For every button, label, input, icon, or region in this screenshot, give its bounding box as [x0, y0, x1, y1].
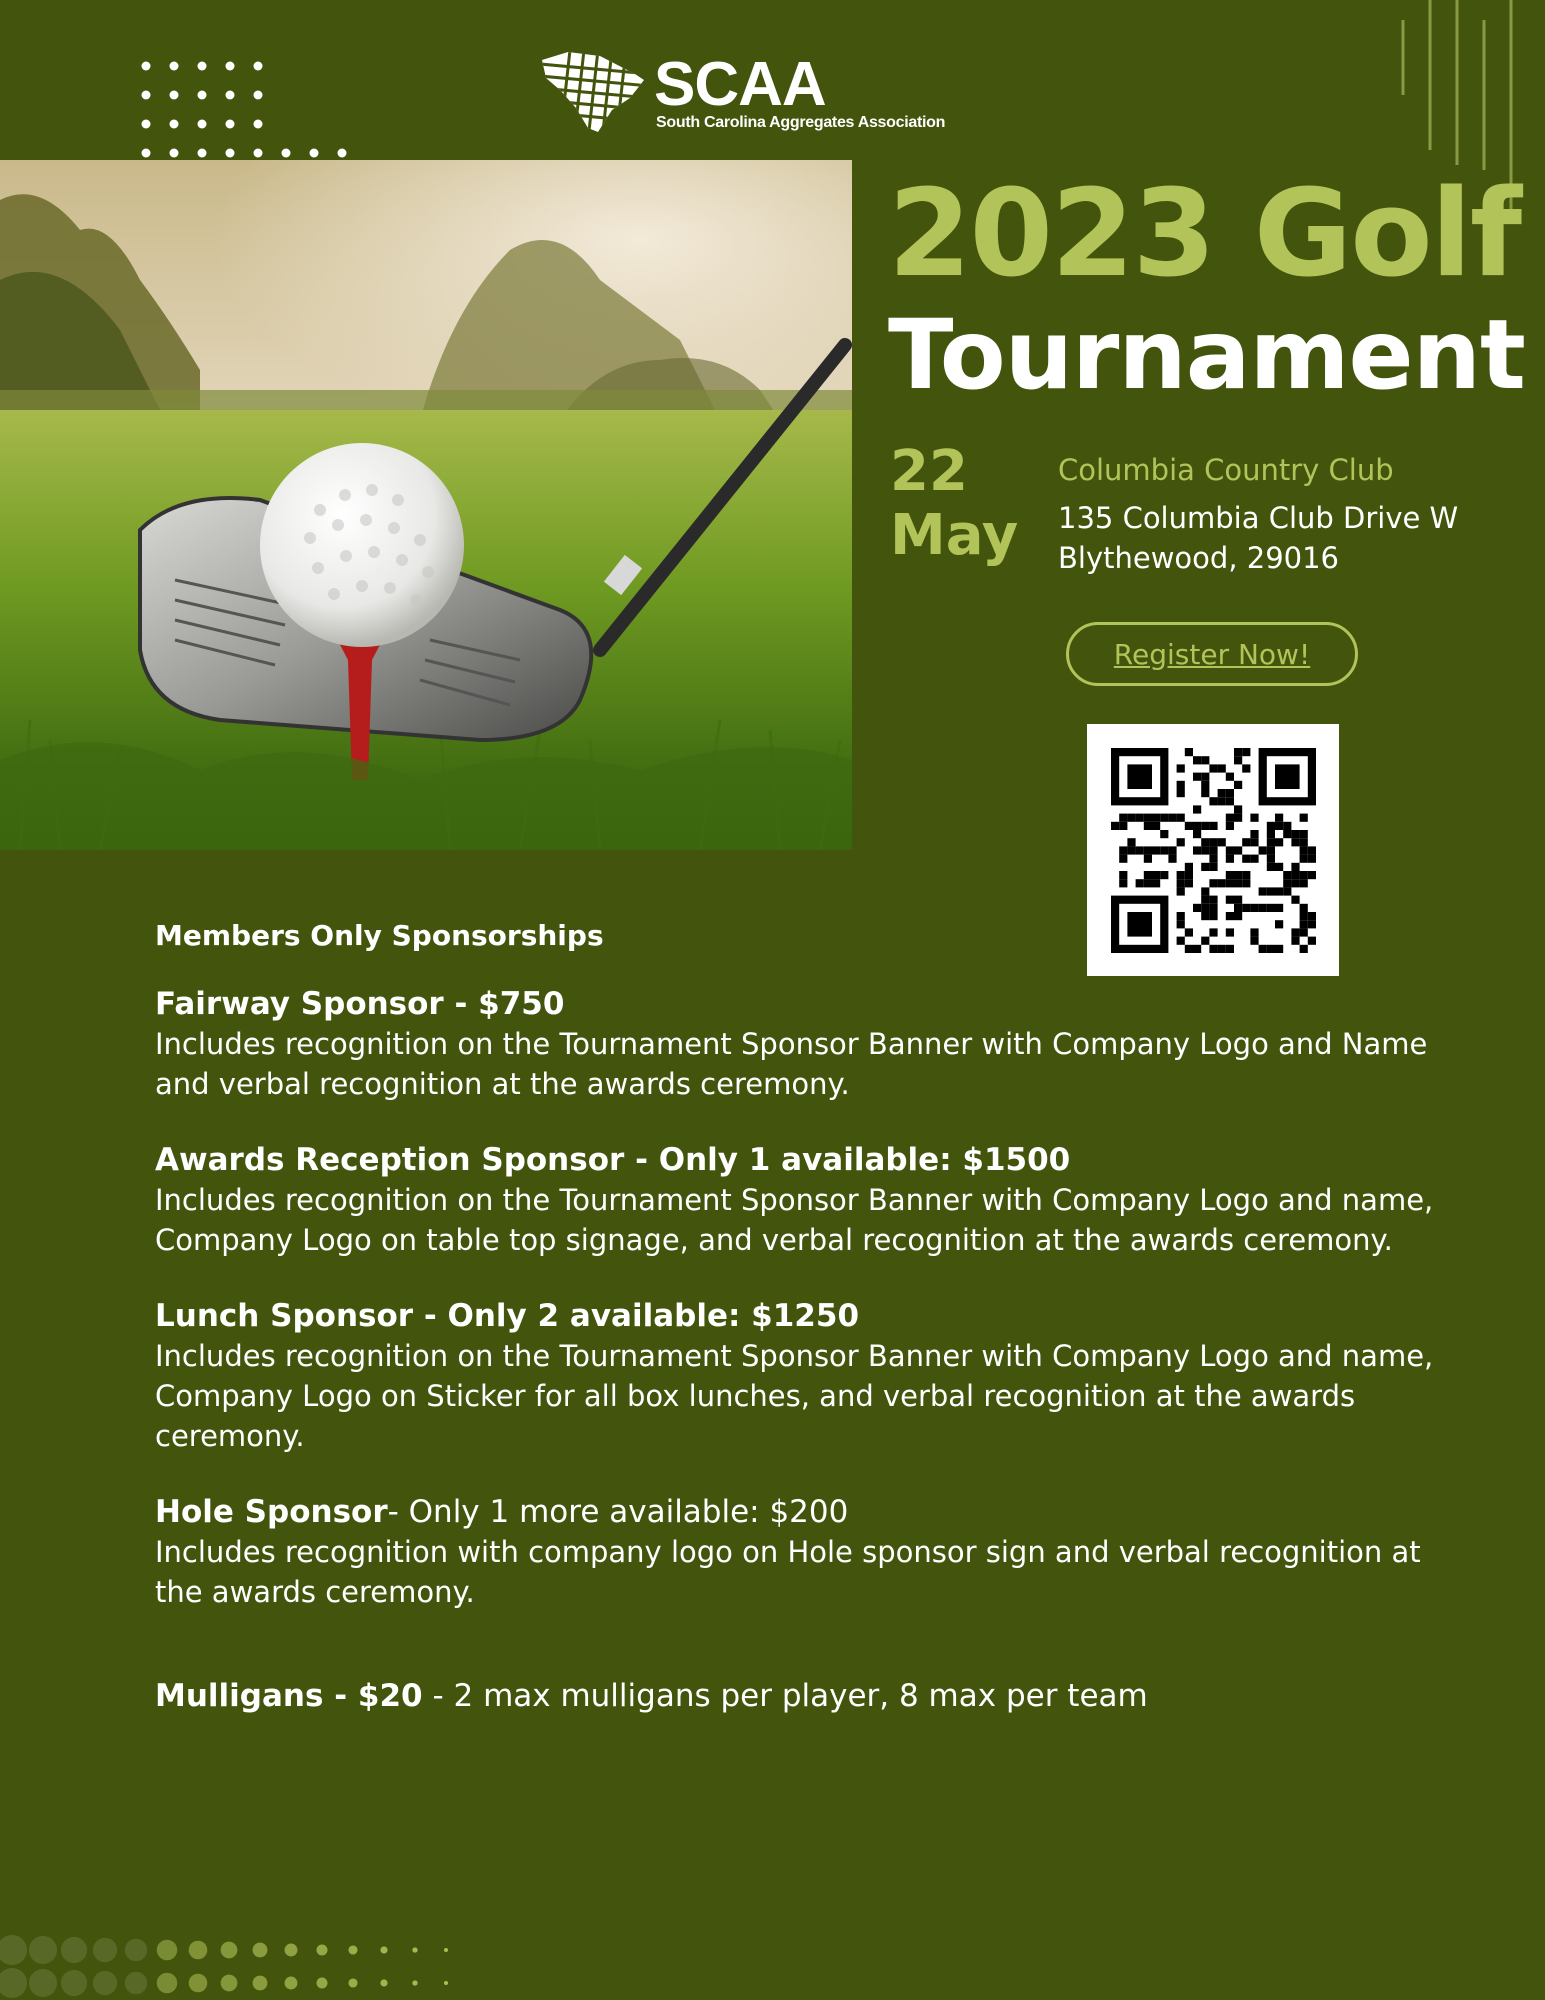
event-date-month: May — [890, 503, 1019, 568]
sponsor-item-title: Awards Reception Sponsor - Only 1 available: $1500 — [155, 1142, 1071, 1178]
logo-subtitle: South Carolina Aggregates Association — [656, 114, 946, 131]
sponsor-item-awards-reception — [155, 1140, 1445, 1260]
sponsor-item-description: Includes recognition on the Tournament Sponsor Banner with Company Logo and Name and verbal recognition at the awards ceremony. — [155, 1027, 1428, 1101]
sponsor-item-description: Includes recognition on the Tournament Sponsor Banner with Company Logo and name, Company Logo on Sticker for all box lunches, and verbal recognition at the awards ceremony. — [155, 1339, 1434, 1453]
venue-name: Columbia Country Club — [1058, 453, 1394, 487]
sponsor-item-lunch — [155, 1296, 1445, 1456]
event-title-year: 2023 Golf — [888, 165, 1521, 304]
sponsor-item-title: Hole Sponsor — [155, 1494, 388, 1530]
mulligans-detail: - 2 max mulligans per player, 8 max per team — [422, 1678, 1148, 1714]
sponsor-item-hole — [155, 1492, 1445, 1612]
venue-address-line1: 135 Columbia Club Drive W — [1058, 501, 1459, 535]
logo-wordmark: SCAA — [654, 50, 826, 119]
sponsor-item-description: Includes recognition with company logo on Hole sponsor sign and verbal recognition at the awards ceremony. — [155, 1535, 1421, 1609]
sponsor-item-availability: - Only 1 more available: $200 — [387, 1494, 849, 1530]
register-now-button[interactable]: Register Now! — [1066, 622, 1358, 686]
sponsorship-section — [155, 912, 1445, 1716]
sponsor-item-title: Fairway Sponsor - $750 — [155, 986, 565, 1022]
sponsor-item-fairway — [155, 984, 1445, 1104]
mulligans-label: Mulligans - $20 — [155, 1678, 423, 1714]
golf-ball-on-tee-photo — [0, 160, 852, 850]
south-carolina-state-grid-icon — [540, 50, 645, 135]
event-date-day: 22 — [890, 439, 968, 504]
mulligans-info — [155, 1676, 1445, 1716]
decorative-dot-row — [0, 1930, 470, 2000]
venue-address-line2: Blythewood, 29016 — [1058, 541, 1340, 575]
sponsor-item-description: Includes recognition on the Tournament Sponsor Banner with Company Logo and name, Company Logo on table top signage, and verbal recognition at the awards ceremony. — [155, 1183, 1434, 1257]
event-title-word: Tournament — [888, 299, 1525, 411]
sponsorship-heading: Members Only Sponsorships — [155, 919, 604, 952]
sponsor-item-title: Lunch Sponsor - Only 2 available: $1250 — [155, 1298, 860, 1334]
scaa-logo — [540, 50, 1010, 140]
